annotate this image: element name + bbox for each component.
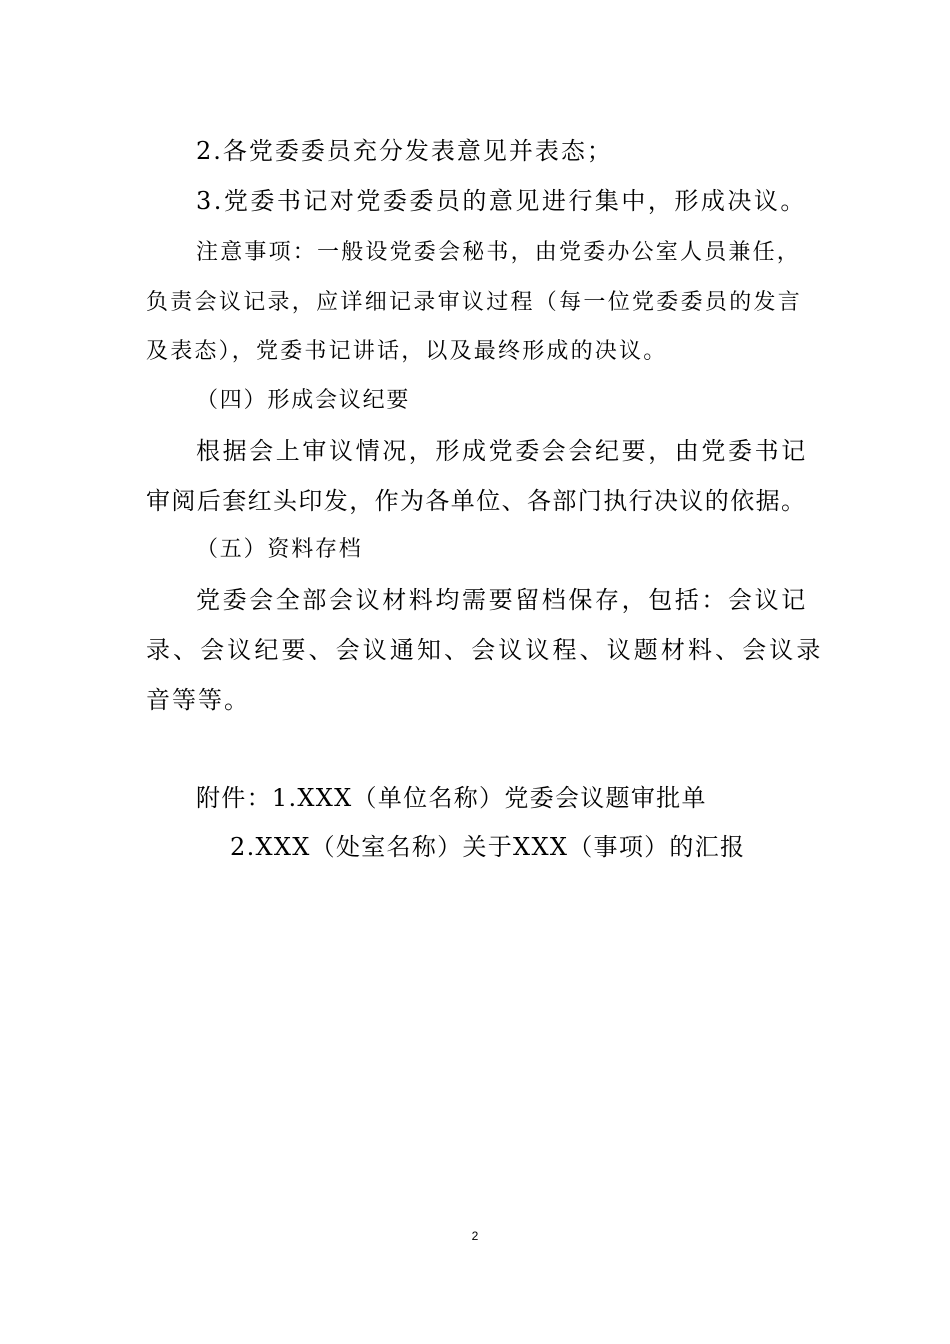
attachment-line-2: 2.XXX（处室名称）关于XXX（事项）的汇报 (230, 833, 746, 861)
section-5-paragraph-line-1: 党委会全部会议材料均需要留档保存，包括：会议记 (196, 586, 808, 614)
section-4-paragraph-line-1: 根据会上审议情况，形成党委会会纪要，由党委书记 (196, 437, 808, 465)
page-number: 2 (471, 1229, 479, 1243)
step-2-text: 2.各党委委员充分发表意见并表态； (196, 137, 613, 165)
section-5-heading: （五）资料存档 (196, 537, 363, 562)
section-5-paragraph-line-2: 录、会议纪要、会议通知、会议议程、议题材料、会议录 (146, 636, 824, 664)
section-4-heading: （四）形成会议纪要 (196, 388, 411, 413)
attachment-line-1: 附件：1.XXX（单位名称）党委会议题审批单 (196, 784, 707, 812)
notes-paragraph-line-1: 注意事项：一般设党委会秘书，由党委办公室人员兼任， (196, 240, 802, 265)
section-5-paragraph-line-3: 音等等。 (146, 686, 250, 714)
notes-paragraph-line-2: 负责会议记录，应详细记录审议过程（每一位党委委员的发言 (146, 290, 803, 315)
section-4-paragraph-line-2: 审阅后套红头印发，作为各单位、各部门执行决议的依据。 (146, 487, 807, 515)
notes-paragraph-line-3: 及表态），党委书记讲话，以及最终形成的决议。 (146, 339, 668, 364)
step-3-text: 3.党委书记对党委委员的意见进行集中，形成决议。 (196, 187, 807, 215)
